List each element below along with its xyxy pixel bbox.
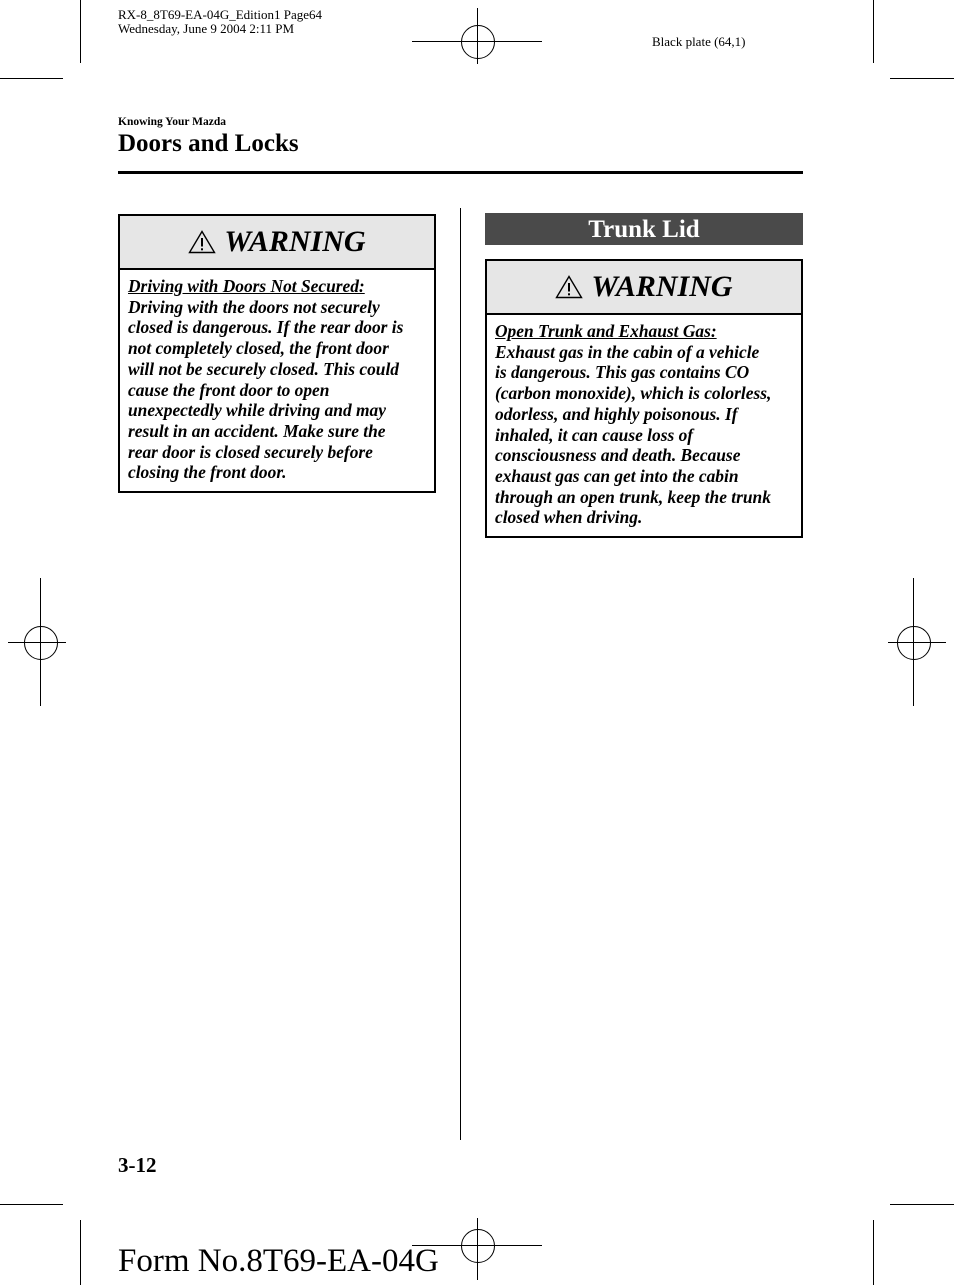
warning-line: exhaust gas can get into the cabin: [495, 465, 739, 486]
warning-subheading: Driving with Doors Not Secured:: [128, 276, 365, 296]
warning-box-trunk: [485, 259, 803, 538]
warning-body: [120, 270, 434, 483]
warning-header: [120, 216, 434, 270]
form-number: Form No.8T69-EA-04G: [118, 1243, 439, 1279]
warning-line: unexpectedly while driving and may: [128, 400, 386, 421]
warning-triangle-icon: [188, 230, 216, 254]
warning-line: Exhaust gas in the cabin of a vehicle: [495, 341, 760, 362]
page-title: Doors and Locks: [118, 130, 299, 157]
print-info-date: Wednesday, June 9 2004 2:11 PM: [118, 21, 295, 36]
warning-line: will not be securely closed. This could: [128, 358, 399, 379]
warning-box-doors: [118, 214, 436, 493]
warning-line: closed when driving.: [495, 507, 643, 528]
warning-title: WARNING: [224, 225, 366, 258]
warning-title: WARNING: [591, 270, 733, 303]
warning-body: [487, 315, 801, 528]
warning-line: result in an accident. Make sure the: [128, 420, 386, 441]
warning-line: through an open trunk, keep the trunk: [495, 486, 771, 507]
section-label: Knowing Your Mazda: [118, 116, 226, 128]
warning-line: cause the front door to open: [128, 379, 330, 400]
print-info: [118, 8, 322, 36]
warning-header: [487, 261, 801, 315]
warning-line: consciousness and death. Because: [495, 445, 741, 466]
warning-subheading: Open Trunk and Exhaust Gas:: [495, 321, 717, 341]
page-number: 3-12: [118, 1153, 157, 1177]
warning-line: closing the front door.: [128, 462, 287, 483]
warning-line: rear door is closed securely before: [128, 441, 373, 462]
warning-line: inhaled, it can cause loss of: [495, 424, 694, 445]
warning-line: odorless, and highly poisonous. If: [495, 403, 738, 424]
warning-triangle-icon: [555, 275, 583, 299]
print-info-file: RX-8_8T69-EA-04G_Edition1 Page64: [118, 7, 323, 22]
plate-label: Black plate (64,1): [652, 34, 746, 49]
warning-line: not completely closed, the front door: [128, 338, 389, 359]
warning-line: Driving with the doors not securely: [128, 296, 380, 317]
warning-line: closed is dangerous. If the rear door is: [128, 317, 404, 338]
title-rule: [118, 171, 803, 174]
warning-line: (carbon monoxide), which is colorless,: [495, 383, 772, 404]
section-heading-trunk-lid: Trunk Lid: [485, 213, 803, 245]
warning-line: is dangerous. This gas contains CO: [495, 362, 750, 383]
column-divider: [460, 208, 461, 1140]
